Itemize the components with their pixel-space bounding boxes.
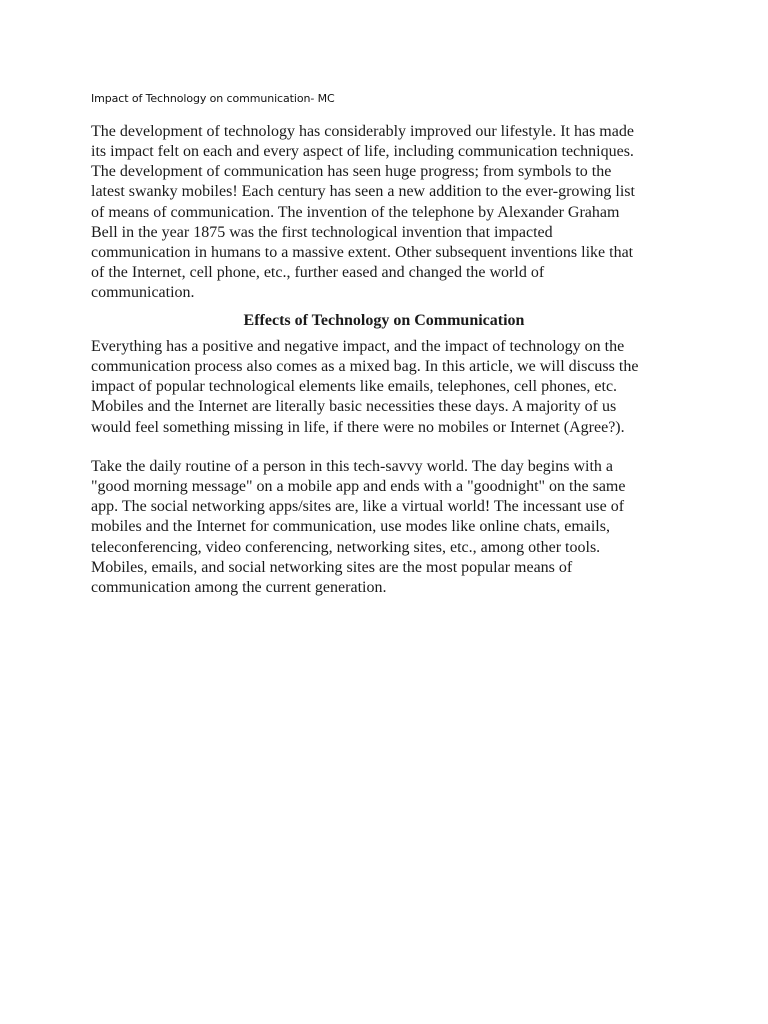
paragraph-line: communication in humans to a massive extent. Other subsequent inventions like that	[91, 243, 634, 261]
paragraph-line: Bell in the year 1875 was the first technological invention that impacted	[91, 223, 553, 241]
paragraph-line: The development of technology has considerably improved our lifestyle. It has made	[91, 123, 634, 140]
paragraph-line: Mobiles, emails, and social networking sites are the most popular means of	[91, 558, 573, 576]
paragraph-line: mobiles and the Internet for communication, use modes like online chats, emails,	[91, 518, 610, 536]
paragraph-line: teleconferencing, video conferencing, networking sites, etc., among other tools.	[91, 538, 601, 556]
paragraph-daily-routine	[91, 457, 691, 598]
paragraph-line: of the Internet, cell phone, etc., further eased and changed the world of	[91, 264, 545, 282]
paragraph-line: communication process also comes as a mixed bag. In this article, we will discuss the	[91, 358, 639, 376]
paragraph-line: communication among the current generation.	[91, 578, 387, 596]
paragraph-line: Take the daily routine of a person in this tech-savvy world. The day begins with a	[91, 458, 614, 475]
document-title: Impact of Technology on communication- MC	[91, 92, 335, 105]
paragraph-line: of means of communication. The invention of the telephone by Alexander Graham	[91, 203, 620, 221]
paragraph-line: its impact felt on each and every aspect of life, including communication techniques.	[91, 143, 634, 161]
paragraph-effects	[91, 337, 691, 438]
paragraph-line: The development of communication has seen huge progress; from symbols to the	[91, 163, 612, 181]
paragraph-line: "good morning message" on a mobile app and ends with a "goodnight" on the same	[91, 478, 626, 496]
section-heading: Effects of Technology on Communication	[243, 312, 525, 329]
paragraph-line: app. The social networking apps/sites are, like a virtual world! The incessant use of	[91, 498, 625, 516]
paragraph-intro	[91, 122, 691, 303]
paragraph-line: would feel something missing in life, if there were no mobiles or Internet (Agree?).	[91, 418, 625, 436]
paragraph-line: Mobiles and the Internet are literally basic necessities these days. A majority of us	[91, 398, 617, 416]
paragraph-line: latest swanky mobiles! Each century has seen a new addition to the ever-growing list	[91, 183, 635, 201]
paragraph-line: impact of popular technological elements like emails, telephones, cell phones, etc.	[91, 378, 618, 396]
paragraph-line: communication.	[91, 284, 195, 302]
paragraph-line: Everything has a positive and negative impact, and the impact of technology on the	[91, 338, 625, 355]
